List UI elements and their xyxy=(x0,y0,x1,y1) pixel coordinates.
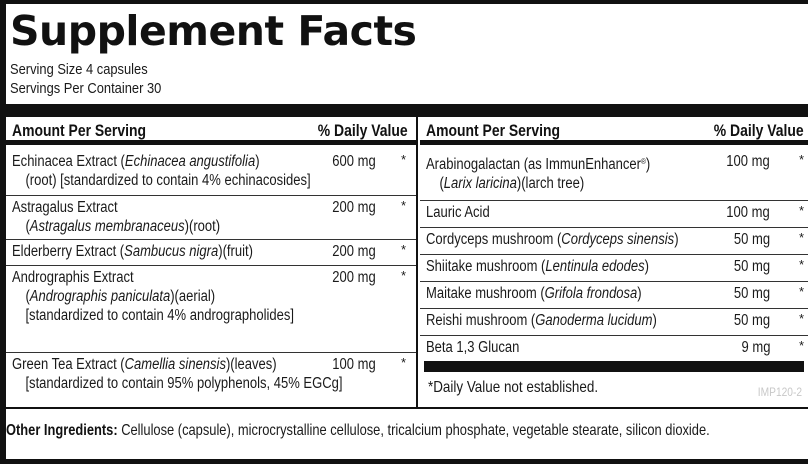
right-column xyxy=(420,117,808,407)
ingredient-amount: 9 mg xyxy=(741,339,770,356)
ingredient-row-shiitake xyxy=(420,255,808,282)
ingredient-row-astragalus xyxy=(6,196,416,240)
ingredient-amount: 600 mg xyxy=(332,153,376,170)
footnote-divider-bar xyxy=(424,361,804,372)
daily-value-header: % Daily Value xyxy=(318,121,408,140)
right-column-header xyxy=(420,117,808,145)
ingredient-amount: 50 mg xyxy=(733,258,770,275)
ingredient-row-lauric-acid xyxy=(420,201,808,228)
ingredient-amount: 50 mg xyxy=(733,312,770,329)
ingredient-amount: 200 mg xyxy=(332,243,376,260)
daily-value-marker: * xyxy=(798,203,804,218)
daily-value-marker: * xyxy=(798,338,804,353)
other-ingredients-list: Cellulose (capsule), microcrystalline cellulose, tricalcium phosphate, vegetable stearate, silicon dioxide. xyxy=(117,422,710,439)
ingredient-amount: 200 mg xyxy=(332,199,376,216)
daily-value-footnote: *Daily Value not established. xyxy=(428,379,599,396)
ingredient-row-echinacea xyxy=(6,150,416,196)
other-ingredients-text xyxy=(6,422,710,440)
ingredient-amount: 50 mg xyxy=(733,231,770,248)
serving-size: Serving Size 4 capsules xyxy=(10,61,148,78)
ingredient-row-reishi xyxy=(420,309,808,336)
daily-value-marker: * xyxy=(400,198,406,213)
ingredient-name: Astragalus Extract (Astragalus membranaceus)(root) xyxy=(12,199,221,235)
daily-value-marker: * xyxy=(400,355,406,370)
daily-value-marker: * xyxy=(400,242,406,257)
daily-value-marker: * xyxy=(798,230,804,245)
daily-value-marker: * xyxy=(798,284,804,299)
ingredient-row-elderberry xyxy=(6,240,416,266)
ingredient-name: Maitake mushroom (Grifola frondosa) xyxy=(426,285,642,302)
daily-value-marker: * xyxy=(400,268,406,283)
left-column xyxy=(6,117,418,407)
ingredient-amount: 100 mg xyxy=(726,204,770,221)
ingredient-amount: 50 mg xyxy=(733,285,770,302)
ingredient-row-maitake xyxy=(420,282,808,309)
ingredient-row-cordyceps xyxy=(420,228,808,255)
ingredient-name: Shiitake mushroom (Lentinula edodes) xyxy=(426,258,649,275)
ingredient-name: Andrographis Extract (Andrographis paniculata)(aerial) [standardized to contain 4% andrographolides] xyxy=(12,269,294,324)
daily-value-marker: * xyxy=(798,257,804,272)
ingredient-name: Elderberry Extract (Sambucus nigra)(fruit) xyxy=(12,243,253,260)
ingredient-name: Beta 1,3 Glucan xyxy=(426,339,520,356)
daily-value-marker: * xyxy=(798,152,804,167)
page-title: Supplement Facts xyxy=(10,7,417,55)
ingredient-amount: 100 mg xyxy=(726,153,770,170)
ingredient-name: Lauric Acid xyxy=(426,204,490,221)
other-ingredients-label: Other Ingredients: xyxy=(6,422,118,439)
amount-per-serving-header: Amount Per Serving xyxy=(426,121,561,140)
ingredient-row-arabinogalactan xyxy=(420,150,808,201)
daily-value-marker: * xyxy=(400,152,406,167)
ingredient-row-green-tea xyxy=(6,353,416,403)
product-code: IMP120-2 xyxy=(757,385,802,399)
ingredient-name: Cordyceps mushroom (Cordyceps sinensis) xyxy=(426,231,679,248)
daily-value-header: % Daily Value xyxy=(714,121,804,140)
ingredient-row-beta-glucan xyxy=(420,336,808,361)
ingredient-name: Reishi mushroom (Ganoderma lucidum) xyxy=(426,312,657,329)
servings-per-container: Servings Per Container 30 xyxy=(10,80,162,97)
ingredient-name: Echinacea Extract (Echinacea angustifolia) (root) [standardized to contain 4% echinacosides] xyxy=(12,153,311,189)
ingredient-amount: 200 mg xyxy=(332,269,376,286)
ingredient-amount: 100 mg xyxy=(332,356,376,373)
amount-per-serving-header: Amount Per Serving xyxy=(12,121,147,140)
left-column-header xyxy=(6,117,416,145)
ingredient-row-andrographis xyxy=(6,266,416,353)
ingredient-name: Green Tea Extract (Camellia sinensis)(leaves) [standardized to contain 95% polyphenols, 45% EGCg] xyxy=(12,356,343,392)
other-ingredients-section xyxy=(6,407,808,459)
header-divider-bar xyxy=(6,104,808,117)
daily-value-marker: * xyxy=(798,311,804,326)
ingredient-name: Arabinogalactan (as ImmunEnhancer®) (Larix laricina)(larch tree) xyxy=(426,156,651,192)
